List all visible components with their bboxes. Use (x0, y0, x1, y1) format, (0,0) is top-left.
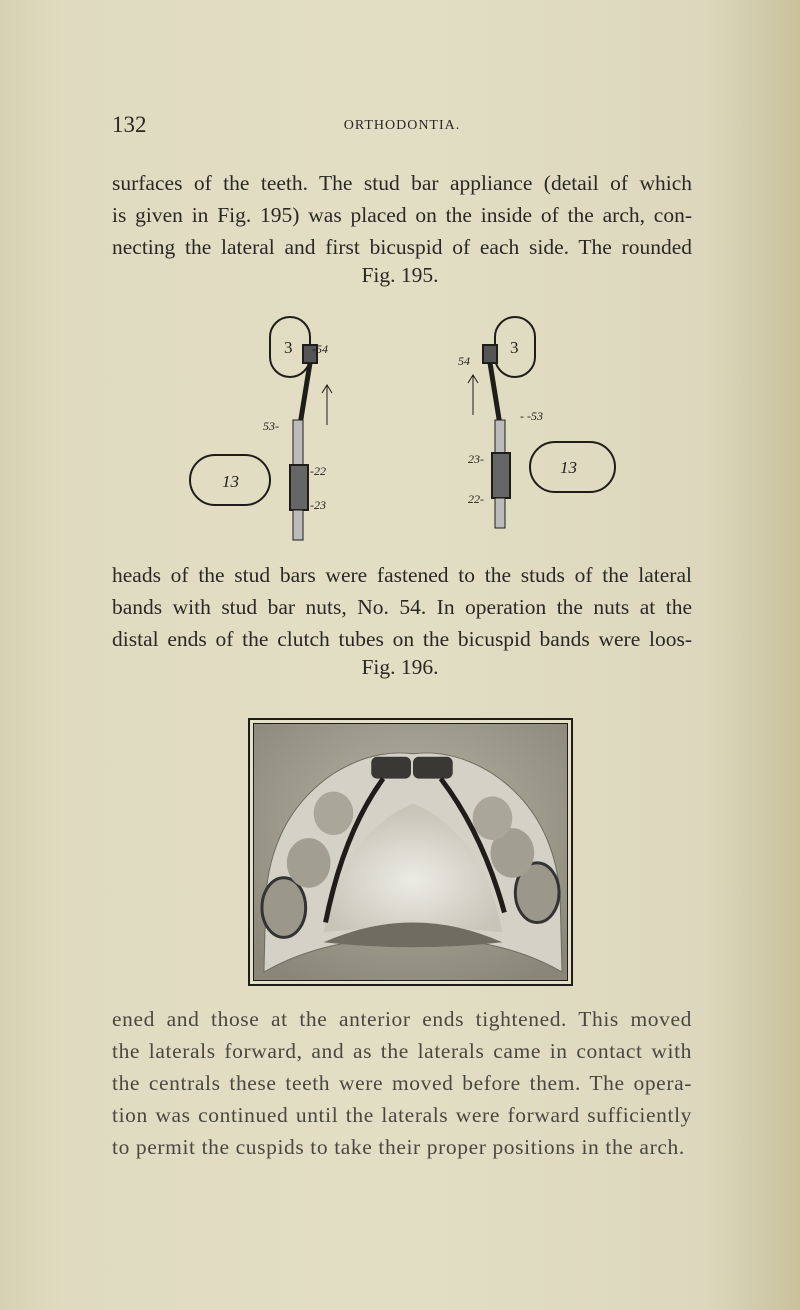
svg-text:54: 54 (458, 354, 470, 368)
text-line: the centrals these teeth were moved before them. The opera- (112, 1071, 692, 1095)
text-line: surfaces of the teeth. The stud bar appliance (detail of which (112, 171, 692, 195)
text-line: tion was continued until the laterals were forward sufficiently (112, 1103, 692, 1127)
text-line: is given in Fig. 195) was placed on the inside of the arch, con- (112, 203, 692, 227)
svg-text:53-: 53- (263, 419, 279, 433)
text-line: heads of the stud bars were fastened to the studs of the lateral (112, 563, 692, 587)
svg-text:- -53: - -53 (520, 409, 543, 423)
text-line: ened and those at the anterior ends tightened. This moved (112, 1007, 692, 1031)
figure-195 (150, 305, 650, 550)
text-line: distal ends of the clutch tubes on the bicuspid bands were loos- (112, 627, 692, 651)
text-line: necting the lateral and first bicuspid of each side. The rounded (112, 235, 692, 259)
text-line: the laterals forward, and as the laterals came in contact with (112, 1039, 692, 1063)
page-number: 132 (112, 112, 147, 137)
dental-cast-photo (254, 724, 567, 980)
running-head: ORTHODONTIA. (343, 118, 461, 133)
figure-196-photo (248, 718, 573, 986)
svg-text:13: 13 (222, 472, 239, 491)
page-header (112, 112, 692, 142)
svg-text:23-: 23- (468, 452, 484, 466)
text-line: bands with stud bar nuts, No. 54. In operation the nuts at the (112, 595, 692, 619)
svg-text:22-: 22- (468, 492, 484, 506)
svg-text:-54: -54 (312, 342, 328, 356)
figure-195-caption: Fig. 195. (361, 263, 439, 287)
svg-text:3: 3 (510, 338, 519, 357)
svg-text:-22: -22 (310, 464, 326, 478)
stud-bar-diagram (150, 305, 650, 550)
svg-text:-23: -23 (310, 498, 326, 512)
text-line: to permit the cuspids to take their proper positions in the arch. (112, 1135, 685, 1159)
figure-196-caption: Fig. 196. (361, 655, 439, 679)
left-tooth-upper-label: 3 (284, 338, 293, 357)
paragraph-1 (112, 167, 692, 263)
paragraph-3 (112, 1003, 692, 1163)
paragraph-2 (112, 559, 692, 655)
svg-text:13: 13 (560, 458, 577, 477)
